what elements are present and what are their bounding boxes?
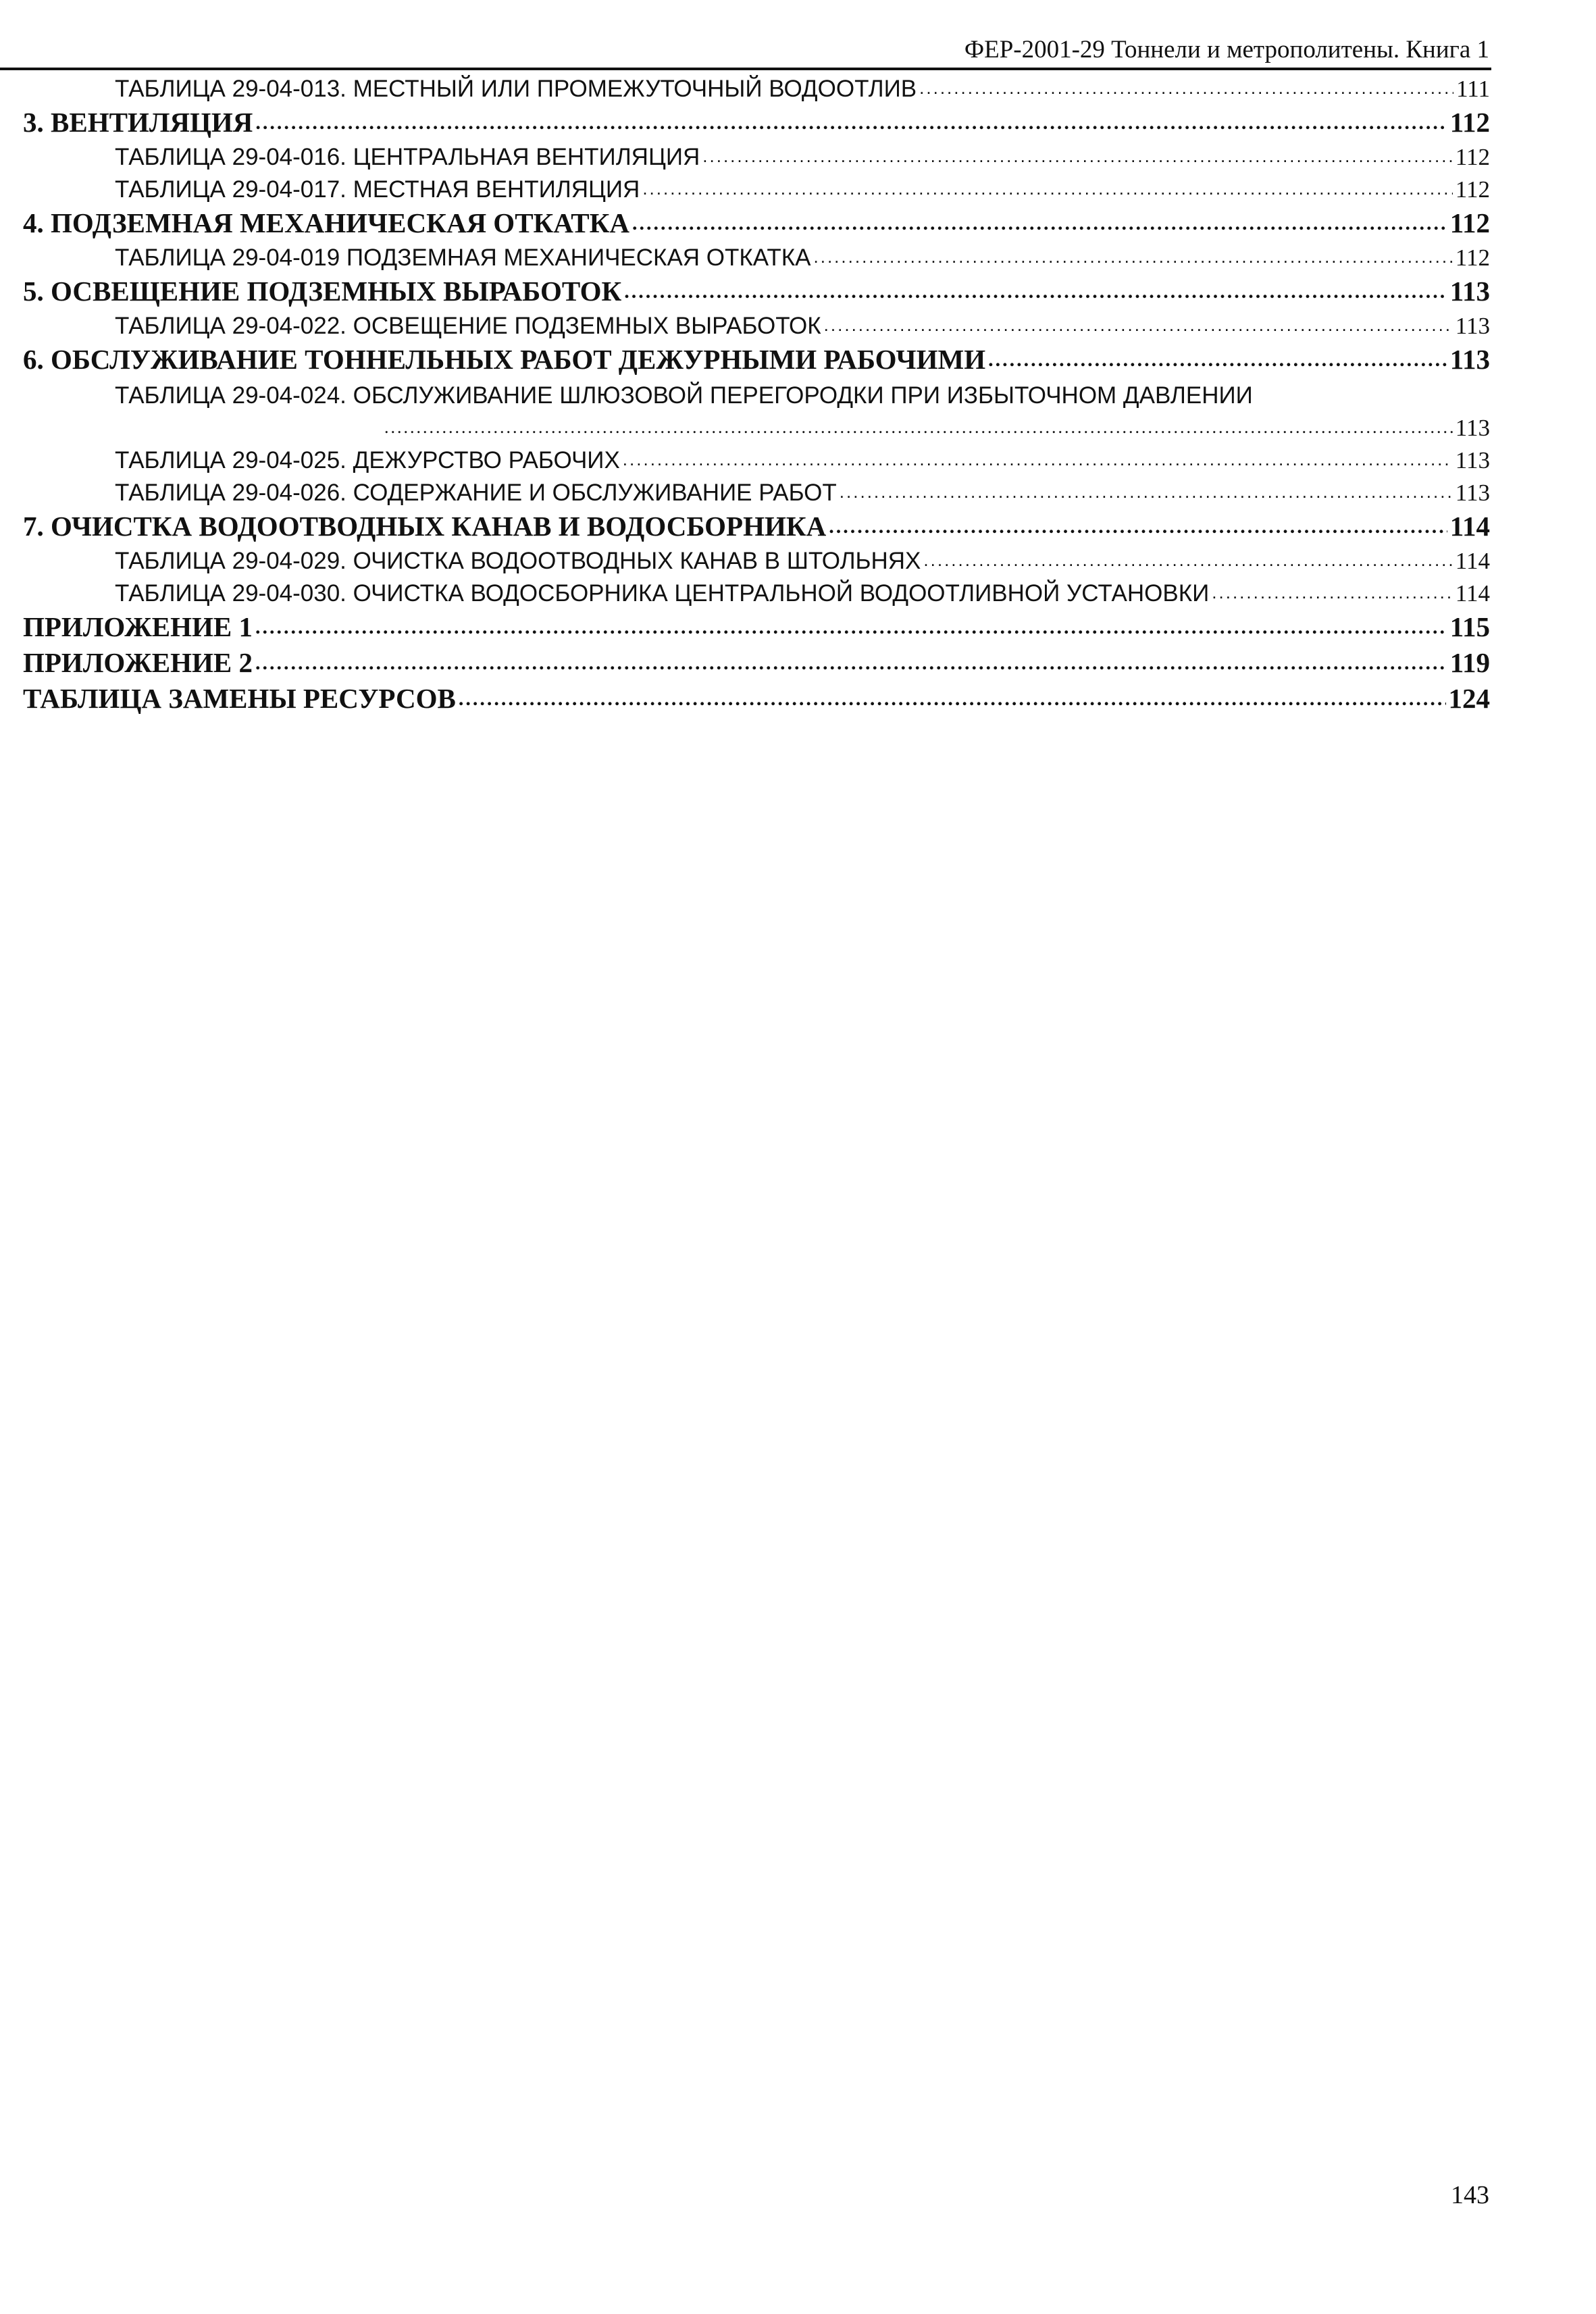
toc-entry-page: 113 [1455,447,1490,473]
toc-entry-continuation[interactable] [23,409,1490,442]
toc-entry-title: ТАБЛИЦА 29-04-029. ОЧИСТКА ВОДООТВОДНЫХ КАНАВ В ШТОЛЬНЯХ [115,548,921,574]
toc-section[interactable] [23,340,1490,376]
toc-leader-dots [255,616,1447,639]
toc-appendix[interactable] [23,607,1490,643]
running-header: ФЕР-2001-29 Тоннели и метрополитены. Книга 1 [964,36,1489,63]
toc-entry[interactable] [23,575,1490,607]
toc-leader-dots [923,550,1452,571]
toc-section[interactable] [23,203,1490,239]
toc-leader-dots [255,652,1447,675]
toc-section-title: 4. ПОДЗЕМНАЯ МЕХАНИЧЕСКАЯ ОТКАТКА [23,207,629,238]
toc-section-page: 112 [1449,207,1490,238]
toc-appendix-page: 115 [1449,611,1490,642]
toc-entry[interactable] [23,171,1490,203]
toc-leader-dots [624,280,1447,303]
toc-entry[interactable] [23,138,1490,171]
toc-appendix-page: 119 [1449,647,1490,678]
toc-section[interactable] [23,103,1490,138]
toc-section-page: 113 [1449,276,1490,307]
table-of-contents [23,70,1490,715]
toc-leader-dots [459,688,1446,711]
toc-section-page: 112 [1449,107,1490,138]
toc-leader-dots [255,111,1447,134]
toc-leader-dots [814,247,1453,267]
toc-entry-title: ТАБЛИЦА 29-04-022. ОСВЕЩЕНИЕ ПОДЗЕМНЫХ ВЫРАБОТОК [115,313,821,339]
toc-entry-title: ТАБЛИЦА 29-04-013. МЕСТНЫЙ ИЛИ ПРОМЕЖУТОЧНЫЙ ВОДООТЛИВ [115,76,917,102]
toc-leader-dots [632,212,1447,235]
toc-leader-dots [988,349,1447,371]
toc-section-title: 3. ВЕНТИЛЯЦИЯ [23,107,253,138]
toc-entry[interactable] [23,542,1490,575]
page-number: 143 [1451,2181,1489,2209]
toc-entry-title: ТАБЛИЦА 29-04-016. ЦЕНТРАЛЬНАЯ ВЕНТИЛЯЦИЯ [115,144,700,170]
toc-entry-page: 114 [1455,548,1490,574]
toc-leader-dots [824,315,1453,336]
toc-entry-page: 111 [1456,76,1490,102]
toc-section-page: 113 [1449,344,1490,375]
toc-entry-page: 112 [1455,176,1490,203]
toc-section-title: 6. ОБСЛУЖИВАНИЕ ТОННЕЛЬНЫХ РАБОТ ДЕЖУРНЫМИ РАБОЧИМИ [23,344,986,375]
toc-section[interactable] [23,507,1490,542]
toc-entry-title: ТАБЛИЦА 29-04-026. СОДЕРЖАНИЕ И ОБСЛУЖИВАНИЕ РАБОТ [115,480,837,506]
toc-entry[interactable] [23,474,1490,507]
toc-leader-dots [829,515,1447,538]
toc-leader-dots [919,78,1453,99]
toc-appendix[interactable] [23,643,1490,679]
toc-entry-page: 112 [1455,144,1490,170]
toc-entry[interactable] [23,307,1490,340]
toc-section[interactable] [23,679,1490,715]
toc-section-title: 5. ОСВЕЩЕНИЕ ПОДЗЕМНЫХ ВЫРАБОТОК [23,276,622,307]
toc-leader-dots [642,178,1452,199]
toc-section-page: 124 [1448,683,1490,714]
toc-leader-dots [840,482,1453,503]
toc-leader-dots [702,146,1453,167]
toc-entry-page: 113 [1455,480,1490,506]
toc-leader-dots [623,449,1453,470]
toc-section[interactable] [23,272,1490,307]
toc-entry-title: ТАБЛИЦА 29-04-030. ОЧИСТКА ВОДОСБОРНИКА ЦЕНТРАЛЬНОЙ ВОДООТЛИВНОЙ УСТАНОВКИ [115,580,1210,607]
toc-entry-title: ТАБЛИЦА 29-04-024. ОБСЛУЖИВАНИЕ ШЛЮЗОВОЙ ПЕРЕГОРОДКИ ПРИ ИЗБЫТОЧНОМ ДАВЛЕНИИ [115,382,1253,409]
toc-entry-page: 113 [1455,415,1490,441]
toc-entry-page: 113 [1455,313,1490,339]
toc-section-page: 114 [1449,511,1490,542]
toc-entry-title: ТАБЛИЦА 29-04-025. ДЕЖУРСТВО РАБОЧИХ [115,447,620,473]
toc-entry-page: 112 [1455,245,1490,271]
toc-entry-title: ТАБЛИЦА 29-04-017. МЕСТНАЯ ВЕНТИЛЯЦИЯ [115,176,640,203]
toc-entry-long[interactable] [23,376,1490,409]
toc-entry[interactable] [23,70,1490,103]
toc-appendix-title: ПРИЛОЖЕНИЕ 1 [23,611,253,642]
toc-appendix-title: ПРИЛОЖЕНИЕ 2 [23,647,253,678]
toc-section-title: 7. ОЧИСТКА ВОДООТВОДНЫХ КАНАВ И ВОДОСБОРНИКА [23,511,827,542]
toc-leader-dots [1212,582,1453,603]
toc-entry-title: ТАБЛИЦА 29-04-019 ПОДЗЕМНАЯ МЕХАНИЧЕСКАЯ ОТКАТКА [115,245,811,271]
toc-entry[interactable] [23,239,1490,272]
toc-leader-dots [384,417,1453,438]
toc-entry-page: 114 [1455,580,1490,607]
toc-section-title: ТАБЛИЦА ЗАМЕНЫ РЕСУРСОВ [23,683,456,714]
toc-entry[interactable] [23,442,1490,474]
